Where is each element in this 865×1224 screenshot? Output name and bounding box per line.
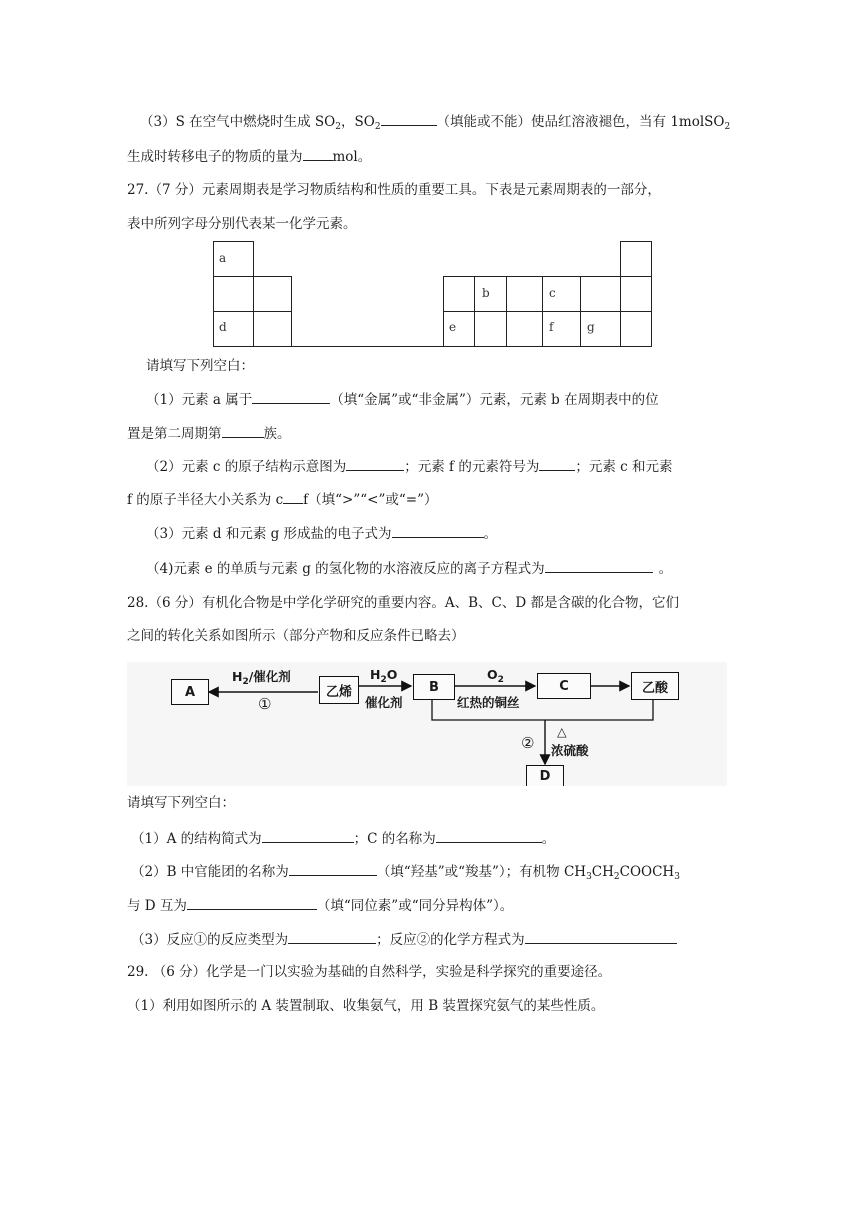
q27-part1-line1: （1）元素 a 属于 （填“金属”或“非金属”）元素，元素 b 在周期表中的位 xyxy=(146,389,659,410)
label-reaction-1: ① xyxy=(258,695,272,713)
element-label-g: g xyxy=(587,320,595,334)
reaction-flow-diagram xyxy=(127,662,727,786)
table-bottom-line xyxy=(291,346,444,347)
label-catalyst: 催化剂 xyxy=(365,695,403,710)
answer-blank[interactable] xyxy=(545,558,653,573)
q27-part1-line2: 置是第二周期第 族。 xyxy=(127,423,291,444)
element-label-d: d xyxy=(219,320,227,334)
q28-part2-line1: （2）B 中官能团的名称为 （填“羟基”或“羧基”）；有机物 $CH_3CH_2COOCH_3$ xyxy=(131,861,680,882)
label-h2o: $H_2O$ xyxy=(370,667,398,685)
answer-blank[interactable] xyxy=(262,828,354,843)
periodic-cell xyxy=(443,311,475,347)
answer-blank[interactable] xyxy=(283,489,303,504)
q29-part1: （1）利用如图所示的 A 装置制取、收集氨气，用 B 装置探究氨气的某些性质。 xyxy=(127,998,605,1014)
answer-blank[interactable] xyxy=(288,929,376,944)
q26-part3-line1: （3）S 在空气中燃烧时生成 $SO_2$，$SO_2$ （填能或不能）使品红溶液褪色，当有 1molSO$_2$ xyxy=(140,111,730,132)
q29-stem: 29. （6 分）化学是一门以实验为基础的自然科学，实验是科学探究的重要途径。 xyxy=(127,964,612,980)
element-label-f: f xyxy=(549,320,554,334)
box-a: A xyxy=(171,679,209,705)
q28-prompt: 请填写下列空白： xyxy=(127,795,235,811)
box-c: C xyxy=(537,673,591,699)
label-hot-copper-wire: 红热的铜丝 xyxy=(457,695,520,710)
answer-blank[interactable] xyxy=(539,456,575,471)
q28-part1: （1）A 的结构简式为 ；C 的名称为 。 xyxy=(131,828,555,849)
periodic-cell xyxy=(253,311,292,347)
answer-blank[interactable] xyxy=(381,111,437,126)
q28-part2-line2: 与 D 互为 （填“同位素”或“同分异构体”）。 xyxy=(127,895,513,916)
element-label-e: e xyxy=(449,320,457,334)
element-label-b: b xyxy=(482,286,490,300)
q27-part2-line1: （2）元素 c 的原子结构示意图为 ；元素 f 的元素符号为 ；元素 c 和元素 xyxy=(146,456,672,477)
label-heat-delta: △ xyxy=(557,724,567,739)
periodic-cell xyxy=(443,276,475,312)
q27-stem-line2: 表中所列字母分别代表某一化学元素。 xyxy=(127,216,357,232)
periodic-cell xyxy=(542,276,581,312)
periodic-cell xyxy=(542,311,581,347)
answer-blank[interactable] xyxy=(346,456,404,471)
box-ethylene: 乙烯 xyxy=(319,676,359,704)
answer-blank[interactable] xyxy=(222,423,264,438)
q26-part3-line2: 生成时转移电子的物质的量为 mol。 xyxy=(127,146,371,167)
q27-part4: （4)元素 e 的单质与元素 g 的氢化物的水溶液反应的离子方程式为 。 xyxy=(146,558,672,579)
box-acetic-acid: 乙酸 xyxy=(631,672,679,700)
label-conc-sulfuric-acid: 浓硫酸 xyxy=(551,743,589,758)
box-b: B xyxy=(413,674,455,700)
q27-part2-line2: f 的原子半径大小关系为 c f（填“>”“<”或“=”） xyxy=(127,489,437,510)
periodic-cell xyxy=(506,276,543,312)
q27-part3: （3）元素 d 和元素 g 形成盐的电子式为 。 xyxy=(146,523,497,544)
q28-stem-line1: 28.（6 分）有机化合物是中学化学研究的重要内容。A、B、C、D 都是含碳的化合物，它们 xyxy=(127,595,679,611)
label-o2: $O_2$ xyxy=(487,667,504,685)
periodic-cell xyxy=(580,276,621,312)
answer-blank[interactable] xyxy=(289,861,377,876)
periodic-cell xyxy=(474,311,507,347)
label-reaction-2: ② xyxy=(521,734,535,752)
q27-prompt: 请填写下列空白： xyxy=(146,358,254,374)
element-label-a: a xyxy=(219,251,227,265)
periodic-cell xyxy=(620,311,652,347)
q28-part3: （3）反应①的反应类型为 ；反应②的化学方程式为 xyxy=(131,929,677,950)
periodic-cell xyxy=(253,276,292,312)
periodic-cell xyxy=(506,311,543,347)
answer-blank[interactable] xyxy=(436,828,542,843)
periodic-cell xyxy=(474,276,507,312)
periodic-cell xyxy=(213,276,254,312)
box-d: D xyxy=(526,765,564,786)
element-label-c: c xyxy=(549,286,556,300)
answer-blank[interactable] xyxy=(187,895,317,910)
answer-blank[interactable] xyxy=(303,146,333,161)
answer-blank[interactable] xyxy=(392,523,484,538)
periodic-cell xyxy=(620,276,652,312)
q27-stem-line1: 27.（7 分）元素周期表是学习物质结构和性质的重要工具。下表是元素周期表的一部分， xyxy=(127,182,661,198)
label-h2-catalyst: $H_2/$催化剂 xyxy=(232,669,291,687)
answer-blank[interactable] xyxy=(525,929,677,944)
answer-blank[interactable] xyxy=(252,389,330,404)
periodic-cell xyxy=(620,241,652,277)
q28-stem-line2: 之间的转化关系如图所示（部分产物和反应条件已略去） xyxy=(127,628,465,644)
